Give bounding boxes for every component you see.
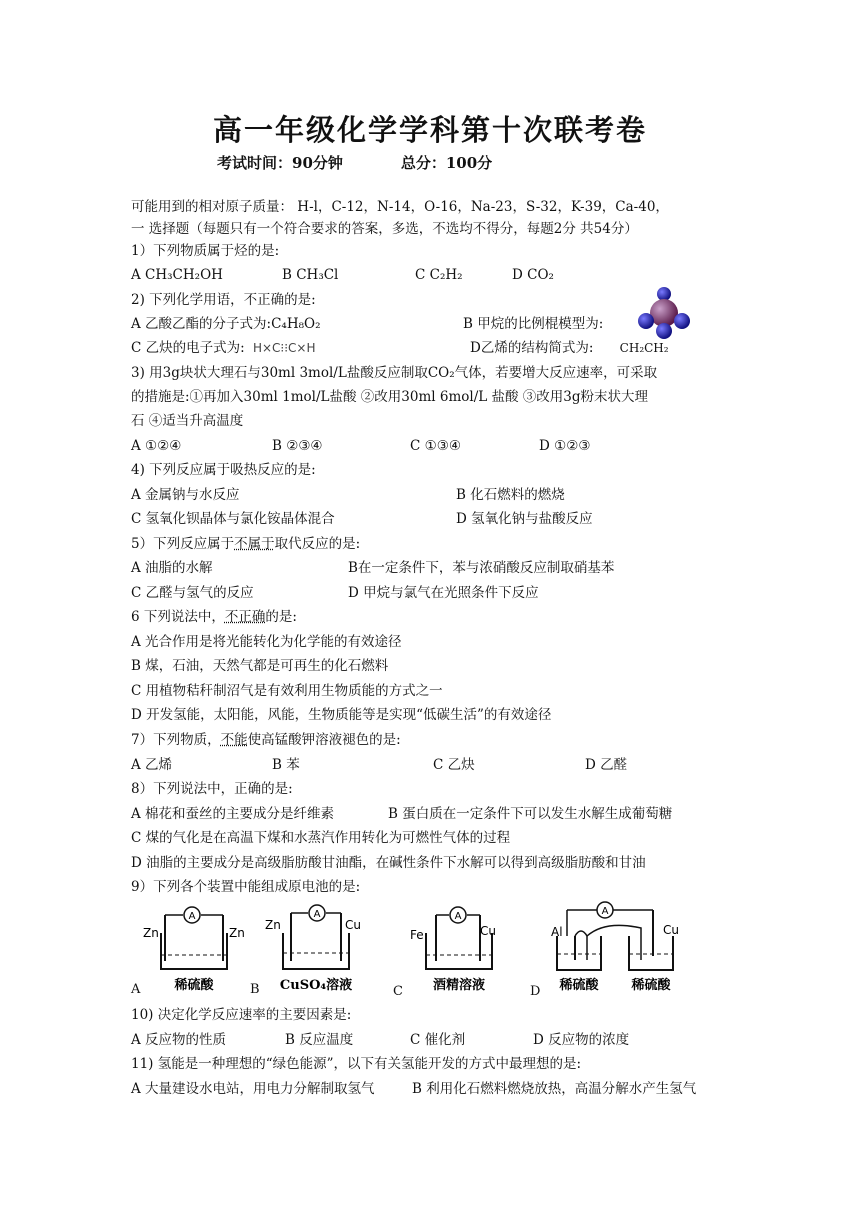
q7-option-a: A 乙烯 <box>131 757 173 773</box>
electrode-c-right: Cu <box>480 924 496 938</box>
solution-c: 酒精溶液 <box>432 978 486 993</box>
q4-option-c: C 氢氧化钡晶体与氯化铵晶体混合 <box>131 511 335 527</box>
q9-stem: 9）下列各个装置中能组成原电池的是: <box>131 879 361 895</box>
apparatus-a-diagram <box>143 903 253 993</box>
q3-line1: 3) 用3g块状大理石与30ml 3mol/L盐酸反应制取CO₂气体，若要增大反应速率，可采取 <box>131 365 658 381</box>
q7-stem-emph: 不能 <box>220 732 248 748</box>
q6-stem-post: 的是: <box>265 609 297 625</box>
ammeter-label-b: A <box>313 909 321 920</box>
q2-option-c-label: C 乙炔的电子式为: <box>131 340 245 356</box>
q2-option-d <box>470 339 669 357</box>
solution-a: 稀硫酸 <box>174 978 214 993</box>
q3-line2: 的措施是:①再加入30ml 1mol/L盐酸 ②改用30ml 6mol/L 盐酸 ③改用3g粉末状大理 <box>131 389 649 405</box>
q11-stem: 11) 氢能是一种理想的“绿色能源”，以下有关氢能开发的方式中最理想的是: <box>131 1056 582 1072</box>
q5-stem-post: 取代反应的是: <box>274 536 361 552</box>
q4-option-a: A 金属钠与水反应 <box>131 487 240 503</box>
q2-option-b: B 甲烷的比例棍模型为: <box>463 316 604 332</box>
electrode-b-right: Cu <box>345 918 361 932</box>
q7-option-d: D 乙醛 <box>585 757 628 773</box>
q5-option-a: A 油脂的水解 <box>131 560 213 576</box>
exam-info <box>217 152 550 173</box>
q4-stem: 4) 下列反应属于吸热反应的是: <box>131 462 316 478</box>
q1-option-c: C C₂H₂ <box>415 267 463 283</box>
q6-option-a: A 光合作用是将光能转化为化学能的有效途径 <box>131 634 402 650</box>
q2-option-a: A 乙酸乙酯的分子式为:C₄H₈O₂ <box>131 316 321 332</box>
exam-time: 考试时间：90分钟 <box>217 154 343 172</box>
q11-option-b: B 利用化石燃料燃烧放热，高温分解水产生氢气 <box>412 1081 697 1097</box>
section-heading: 一 选择题（每题只有一个符合要求的答案，多选，不选均不得分，每题2分 共54分） <box>131 221 638 237</box>
q10-option-b: B 反应温度 <box>285 1032 354 1048</box>
electrode-c-left: Fe <box>410 928 424 942</box>
q1-option-a: A CH₃CH₂OH <box>131 267 223 283</box>
q6-option-c: C 用植物秸秆制沼气是有效利用生物质能的方式之一 <box>131 683 443 699</box>
q5-stem-pre: 5）下列反应属于 <box>131 536 235 552</box>
q9-option-b: B <box>250 982 260 997</box>
q6-stem-pre: 6 下列说法中， <box>131 609 225 625</box>
ammeter-label-a: A <box>188 911 196 922</box>
q7-option-c: C 乙炔 <box>433 757 475 773</box>
solution-b: CuSO₄溶液 <box>279 978 353 993</box>
q5-stem-emph: 不属于 <box>234 536 275 552</box>
q1-option-d: D CO₂ <box>512 267 554 283</box>
page-title: 高一年级化学学科第十次联考卷 <box>212 113 647 147</box>
q8-option-b: B 蛋白质在一定条件下可以发生水解生成葡萄糖 <box>388 806 673 822</box>
ammeter-label-d: A <box>601 906 609 917</box>
electrode-a-left: Zn <box>143 926 159 940</box>
electrode-d-right: Cu <box>663 923 679 937</box>
q7-option-b: B 苯 <box>272 757 300 773</box>
q6-stem <box>131 608 297 626</box>
q6-option-b: B 煤，石油，天然气都是可再生的化石燃料 <box>131 658 389 674</box>
q1-stem: 1）下列物质属于烃的是: <box>131 243 280 259</box>
solution-d-2: 稀硫酸 <box>631 978 671 993</box>
q3-option-d: D ①②③ <box>539 438 591 454</box>
atomic-masses: 可能用到的相对原子质量： H-l，C-12，N-14，O-16，Na-23，S-32，K-39，Ca-40， <box>131 199 669 215</box>
q8-stem: 8）下列说法中，正确的是: <box>131 781 293 797</box>
exam-score: 总分：100分 <box>400 154 493 172</box>
apparatus-d-diagram <box>545 898 695 994</box>
q10-option-c: C 催化剂 <box>410 1032 466 1048</box>
q2-option-c <box>131 339 316 357</box>
q3-option-b: B ②③④ <box>272 438 323 454</box>
q11-option-a: A 大量建设水电站，用电力分解制取氢气 <box>131 1081 375 1097</box>
q4-option-d: D 氢氧化钠与盐酸反应 <box>456 511 593 527</box>
q5-option-b: B在一定条件下，苯与浓硝酸反应制取硝基苯 <box>348 560 615 576</box>
q2-option-d-formula: CH₂CH₂ <box>619 341 669 355</box>
electrode-d-left: Al <box>551 925 563 939</box>
q5-option-c: C 乙醛与氢气的反应 <box>131 585 254 601</box>
q10-option-a: A 反应物的性质 <box>131 1032 227 1048</box>
apparatus-c-diagram <box>408 903 518 993</box>
q4-option-b: B 化石燃料的燃烧 <box>456 487 565 503</box>
q3-line3: 石 ④适当升高温度 <box>131 413 244 429</box>
q3-option-c: C ①③④ <box>410 438 461 454</box>
q10-option-d: D 反应物的浓度 <box>533 1032 630 1048</box>
q5-stem <box>131 535 360 553</box>
q9-option-d: D <box>530 984 541 999</box>
electrode-a-right: Zn <box>229 926 245 940</box>
q2-stem: 2) 下列化学用语，不正确的是: <box>131 292 316 308</box>
q5-option-d: D 甲烷与氯气在光照条件下反应 <box>348 585 539 601</box>
q9-option-a: A <box>131 982 141 997</box>
q2-option-c-formula: H×C⁝⁝C×H <box>252 341 316 355</box>
apparatus-b-diagram <box>263 903 373 993</box>
q8-option-d: D 油脂的主要成分是高级脂肪酸甘油酯，在碱性条件下水解可以得到高级脂肪酸和甘油 <box>131 855 646 871</box>
q7-stem <box>131 731 401 749</box>
methane-model-image <box>636 285 692 341</box>
q7-stem-pre: 7）下列物质， <box>131 732 221 748</box>
q1-option-b: B CH₃Cl <box>282 267 339 283</box>
q9-option-c: C <box>393 984 403 999</box>
q8-option-a: A 棉花和蚕丝的主要成分是纤维素 <box>131 806 335 822</box>
q6-stem-emph: 不正确 <box>224 609 266 625</box>
solution-d-1: 稀硫酸 <box>559 978 599 993</box>
q7-stem-post: 使高锰酸钾溶液褪色的是: <box>247 732 401 748</box>
q6-option-d: D 开发氢能，太阳能，风能，生物质能等是实现“低碳生活”的有效途径 <box>131 707 552 723</box>
q10-stem: 10) 决定化学反应速率的主要因素是: <box>131 1007 352 1023</box>
q3-option-a: A ①②④ <box>131 438 182 454</box>
q8-option-c: C 煤的气化是在高温下煤和水蒸汽作用转化为可燃性气体的过程 <box>131 830 511 846</box>
electrode-b-left: Zn <box>265 918 281 932</box>
ammeter-label-c: A <box>454 911 462 922</box>
q2-option-d-label: D乙烯的结构简式为: <box>470 340 594 356</box>
